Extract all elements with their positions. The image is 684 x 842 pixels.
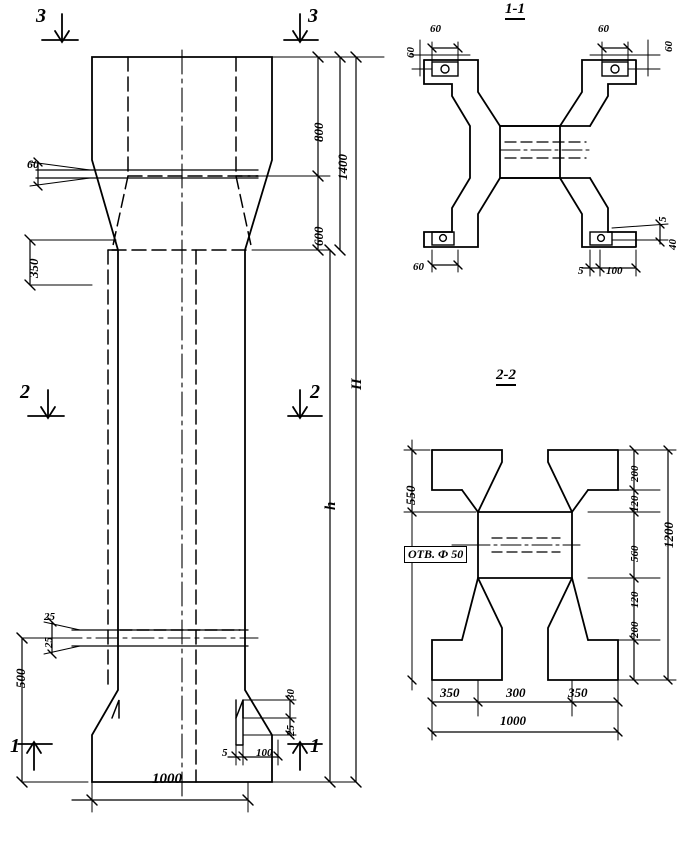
dim-500: 500 <box>13 668 28 688</box>
dim-25-detail: 25 <box>285 725 297 736</box>
section-mark-3-right-label: 3 <box>308 5 318 27</box>
section-mark-1-left-arrow <box>18 742 52 770</box>
dim-30-detail: 30 <box>285 689 297 700</box>
dim-100-elevation: 100 <box>256 747 273 759</box>
s22-dim-200-top: 200 <box>629 465 641 482</box>
s22-dim-350-left: 350 <box>440 685 460 700</box>
s22-dim-350-right: 350 <box>568 685 588 700</box>
s22-dim-550: 550 <box>403 485 418 505</box>
s11-dim-40-right: 40 <box>667 239 679 250</box>
s22-dim-1000: 1000 <box>500 713 526 728</box>
section-mark-1-right-label: 1 <box>310 735 320 757</box>
dim-h: h <box>323 501 339 510</box>
dim-350: 350 <box>26 258 41 278</box>
dim-600: 600 <box>311 226 326 246</box>
s22-dim-560: 560 <box>629 545 641 562</box>
dim-800: 800 <box>311 122 326 142</box>
s11-dim-60-top-left: 60 <box>430 23 441 35</box>
section-2-2-title: 2-2 <box>496 368 516 386</box>
dim-60-top-left: 60 <box>27 157 39 171</box>
s22-dim-1200: 1200 <box>661 522 676 548</box>
s22-dim-120-bottom: 120 <box>629 591 641 608</box>
s11-dim-5-bottom: 5 <box>578 265 584 277</box>
dim-25-b: 25 <box>44 611 55 623</box>
dim-5-elevation: 5 <box>222 747 228 759</box>
dim-H: H <box>349 378 365 390</box>
s11-dim-60-right-vert: 60 <box>663 41 675 52</box>
section-mark-2-left-arrow <box>28 390 64 418</box>
s11-dim-100-bottom: 100 <box>606 265 623 277</box>
section-1-1-title: 1-1 <box>505 2 525 20</box>
section-mark-2-right-label: 2 <box>310 381 320 403</box>
s11-dim-60-left-vert: 60 <box>405 47 417 58</box>
section-mark-3-left-label: 3 <box>36 5 46 27</box>
s11-dim-60-top-right: 60 <box>598 23 609 35</box>
s11-dim-60-bottom-left: 60 <box>413 261 424 273</box>
elevation-hidden-edges <box>108 57 258 782</box>
dim-1400: 1400 <box>335 154 350 180</box>
s22-dim-200-bottom: 200 <box>629 621 641 638</box>
dim-25-a: 25 <box>43 637 55 648</box>
section-mark-3-left-arrow <box>42 14 78 42</box>
s22-hole-note: ОТВ. Ф 50 <box>404 546 467 563</box>
section-mark-2-left-label: 2 <box>20 381 30 403</box>
s11-dim-5-right: 5 <box>657 216 669 222</box>
s22-dim-300: 300 <box>506 685 526 700</box>
s22-dim-120-top: 120 <box>629 495 641 512</box>
section-mark-1-left-label: 1 <box>10 735 20 757</box>
section-1-1-geometry <box>412 40 668 276</box>
dim-1000-elevation: 1000 <box>152 771 182 787</box>
